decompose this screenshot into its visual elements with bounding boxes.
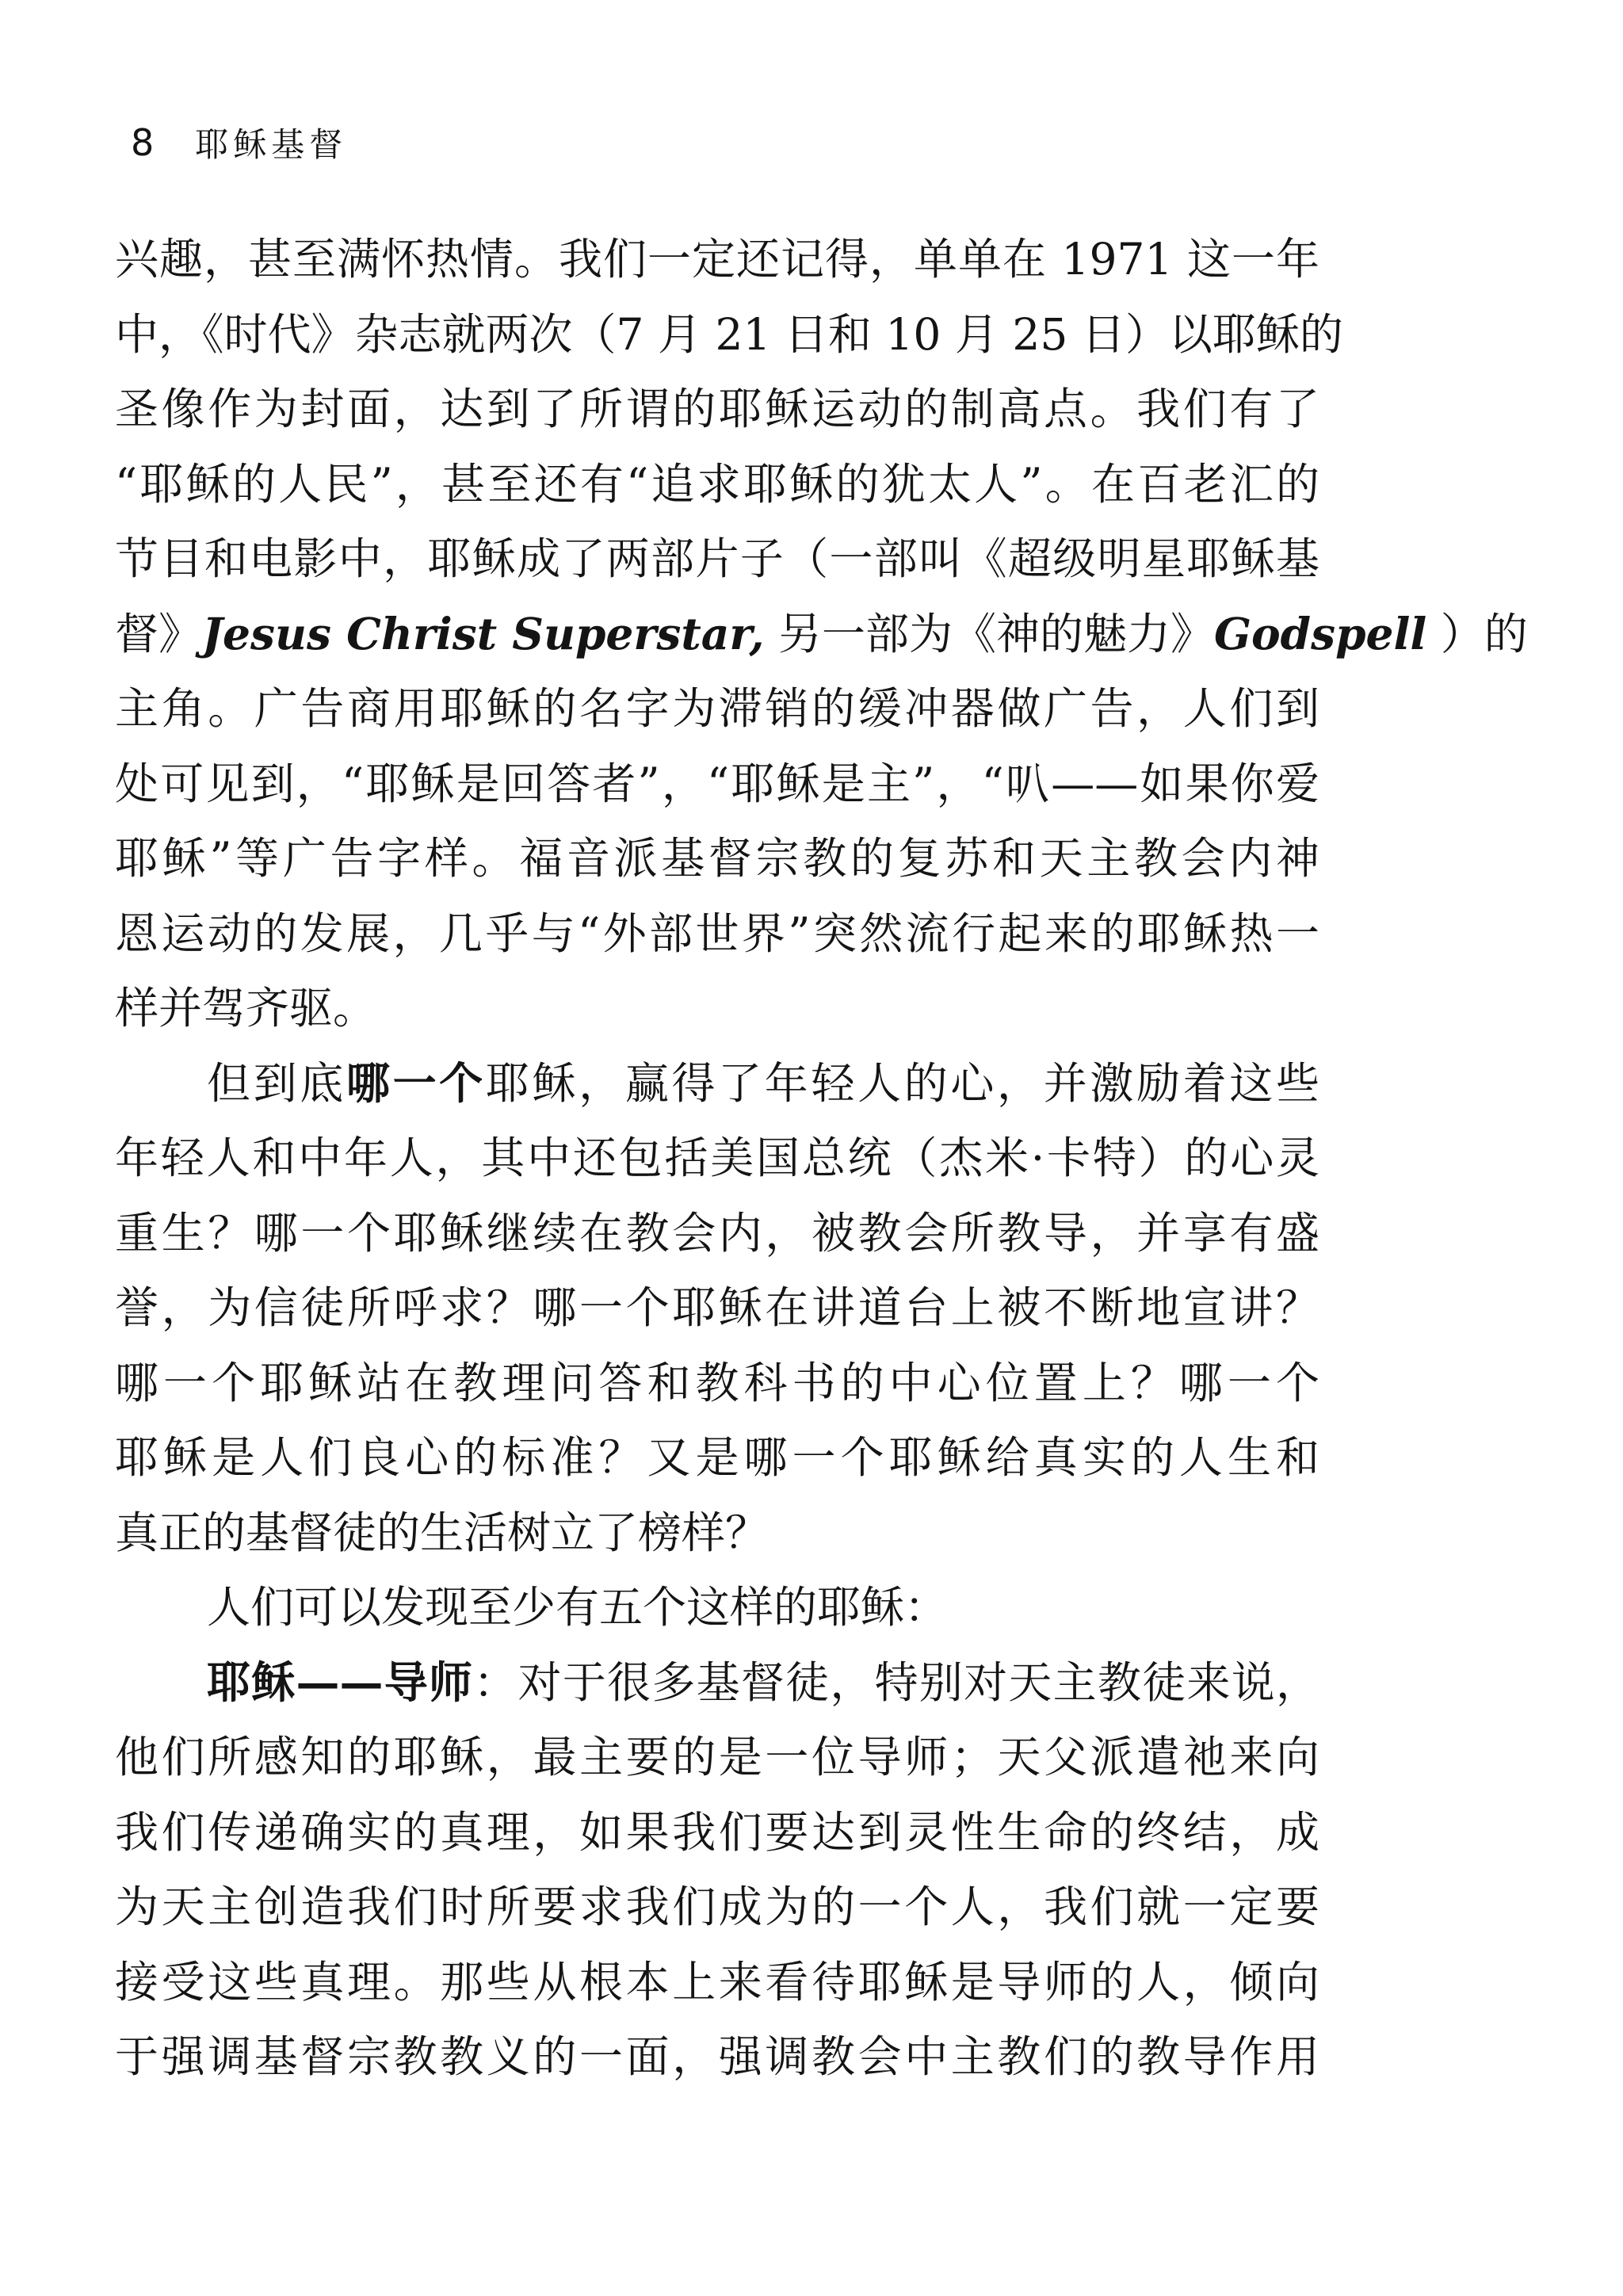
- text-line: 圣像作为封面，达到了所谓的耶稣运动的制高点。我们有了: [115, 384, 1319, 434]
- section-lead-term: 耶稣——导师: [207, 1656, 474, 1708]
- body-text: [115, 222, 1528, 2095]
- text-line: 兴趣，甚至满怀热情。我们一定还记得，单单在 1971 这一年: [115, 234, 1319, 285]
- text-segment: 另一部为《神的魅力》: [764, 608, 1214, 659]
- emphasis-text: 哪一个: [346, 1056, 486, 1109]
- text-line: 耶稣”等广告字样。福音派基督宗教的复苏和天主教会内神: [115, 833, 1319, 884]
- text-line: 样并驾齐驱。: [115, 983, 377, 1033]
- text-segment: 督》: [115, 608, 203, 659]
- running-title: 耶稣基督: [195, 125, 348, 164]
- page-number: 8: [131, 121, 155, 164]
- text-line: 接受这些真理。那些从根本上来看待耶稣是导师的人，倾向: [115, 1956, 1319, 2008]
- text-line: 主角。广告商用耶稣的名字为滞销的缓冲器做广告，人们到: [115, 683, 1319, 734]
- text-line: 人们可以发现至少有五个这样的耶稣：: [207, 1582, 949, 1633]
- text-line: 誉，为信徒所呼求？哪一个耶稣在讲道台上被不断地宣讲？: [115, 1282, 1319, 1333]
- text-segment: 但到底: [207, 1057, 346, 1109]
- text-line: 真正的基督徒的生活树立了榜样？: [115, 1507, 769, 1558]
- text-line: 耶稣是人们良心的标准？又是哪一个耶稣给真实的人生和: [115, 1432, 1319, 1483]
- text-segment: ：对于很多基督徒，特别对天主教徒来说，: [473, 1656, 1319, 1708]
- page-header: [131, 119, 347, 166]
- text-line: 节目和电影中，耶稣成了两部片子（一部叫《超级明星耶稣基: [115, 533, 1319, 584]
- text-line: [115, 597, 1528, 672]
- text-line: 处可见到，“耶稣是回答者”，“耶稣是主”，“叭——如果你爱: [115, 758, 1319, 809]
- text-segment: 耶稣，赢得了年轻人的心，并激励着这些: [485, 1057, 1319, 1109]
- text-line: 年轻人和中年人，其中还包括美国总统（杰米·卡特）的心灵: [115, 1133, 1319, 1183]
- text-line: “耶稣的人民”，甚至还有“追求耶稣的犹太人”。在百老汇的: [115, 458, 1319, 510]
- text-line: 我们传递确实的真理，如果我们要达到灵性生命的终结，成: [115, 1806, 1319, 1858]
- text-line: [115, 1046, 1319, 1121]
- text-segment: ）的: [1426, 608, 1528, 659]
- text-line: 哪一个耶稣站在教理问答和教科书的中心位置上？哪一个: [115, 1357, 1319, 1408]
- text-line: 他们所感知的耶稣，最主要的是一位导师；天父派遣祂来向: [115, 1732, 1319, 1782]
- text-line: 于强调基督宗教教义的一面，强调教会中主教们的教导作用: [115, 2031, 1319, 2082]
- film-title-latin: Jesus Christ Superstar,: [202, 607, 765, 659]
- text-line: 中，《时代》杂志就两次（7 月 21 日和 10 月 25 日）以耶稣的: [115, 308, 1343, 360]
- text-line: 重生？哪一个耶稣继续在教会内，被教会所教导，并享有盛: [115, 1207, 1319, 1259]
- text-line: [115, 1645, 1319, 1721]
- film-title-latin: Godspell: [1214, 607, 1427, 659]
- text-line: 为天主创造我们时所要求我们成为的一个人，我们就一定要: [115, 1881, 1319, 1932]
- text-line: 恩运动的发展，几乎与“外部世界”突然流行起来的耶稣热一: [115, 907, 1319, 959]
